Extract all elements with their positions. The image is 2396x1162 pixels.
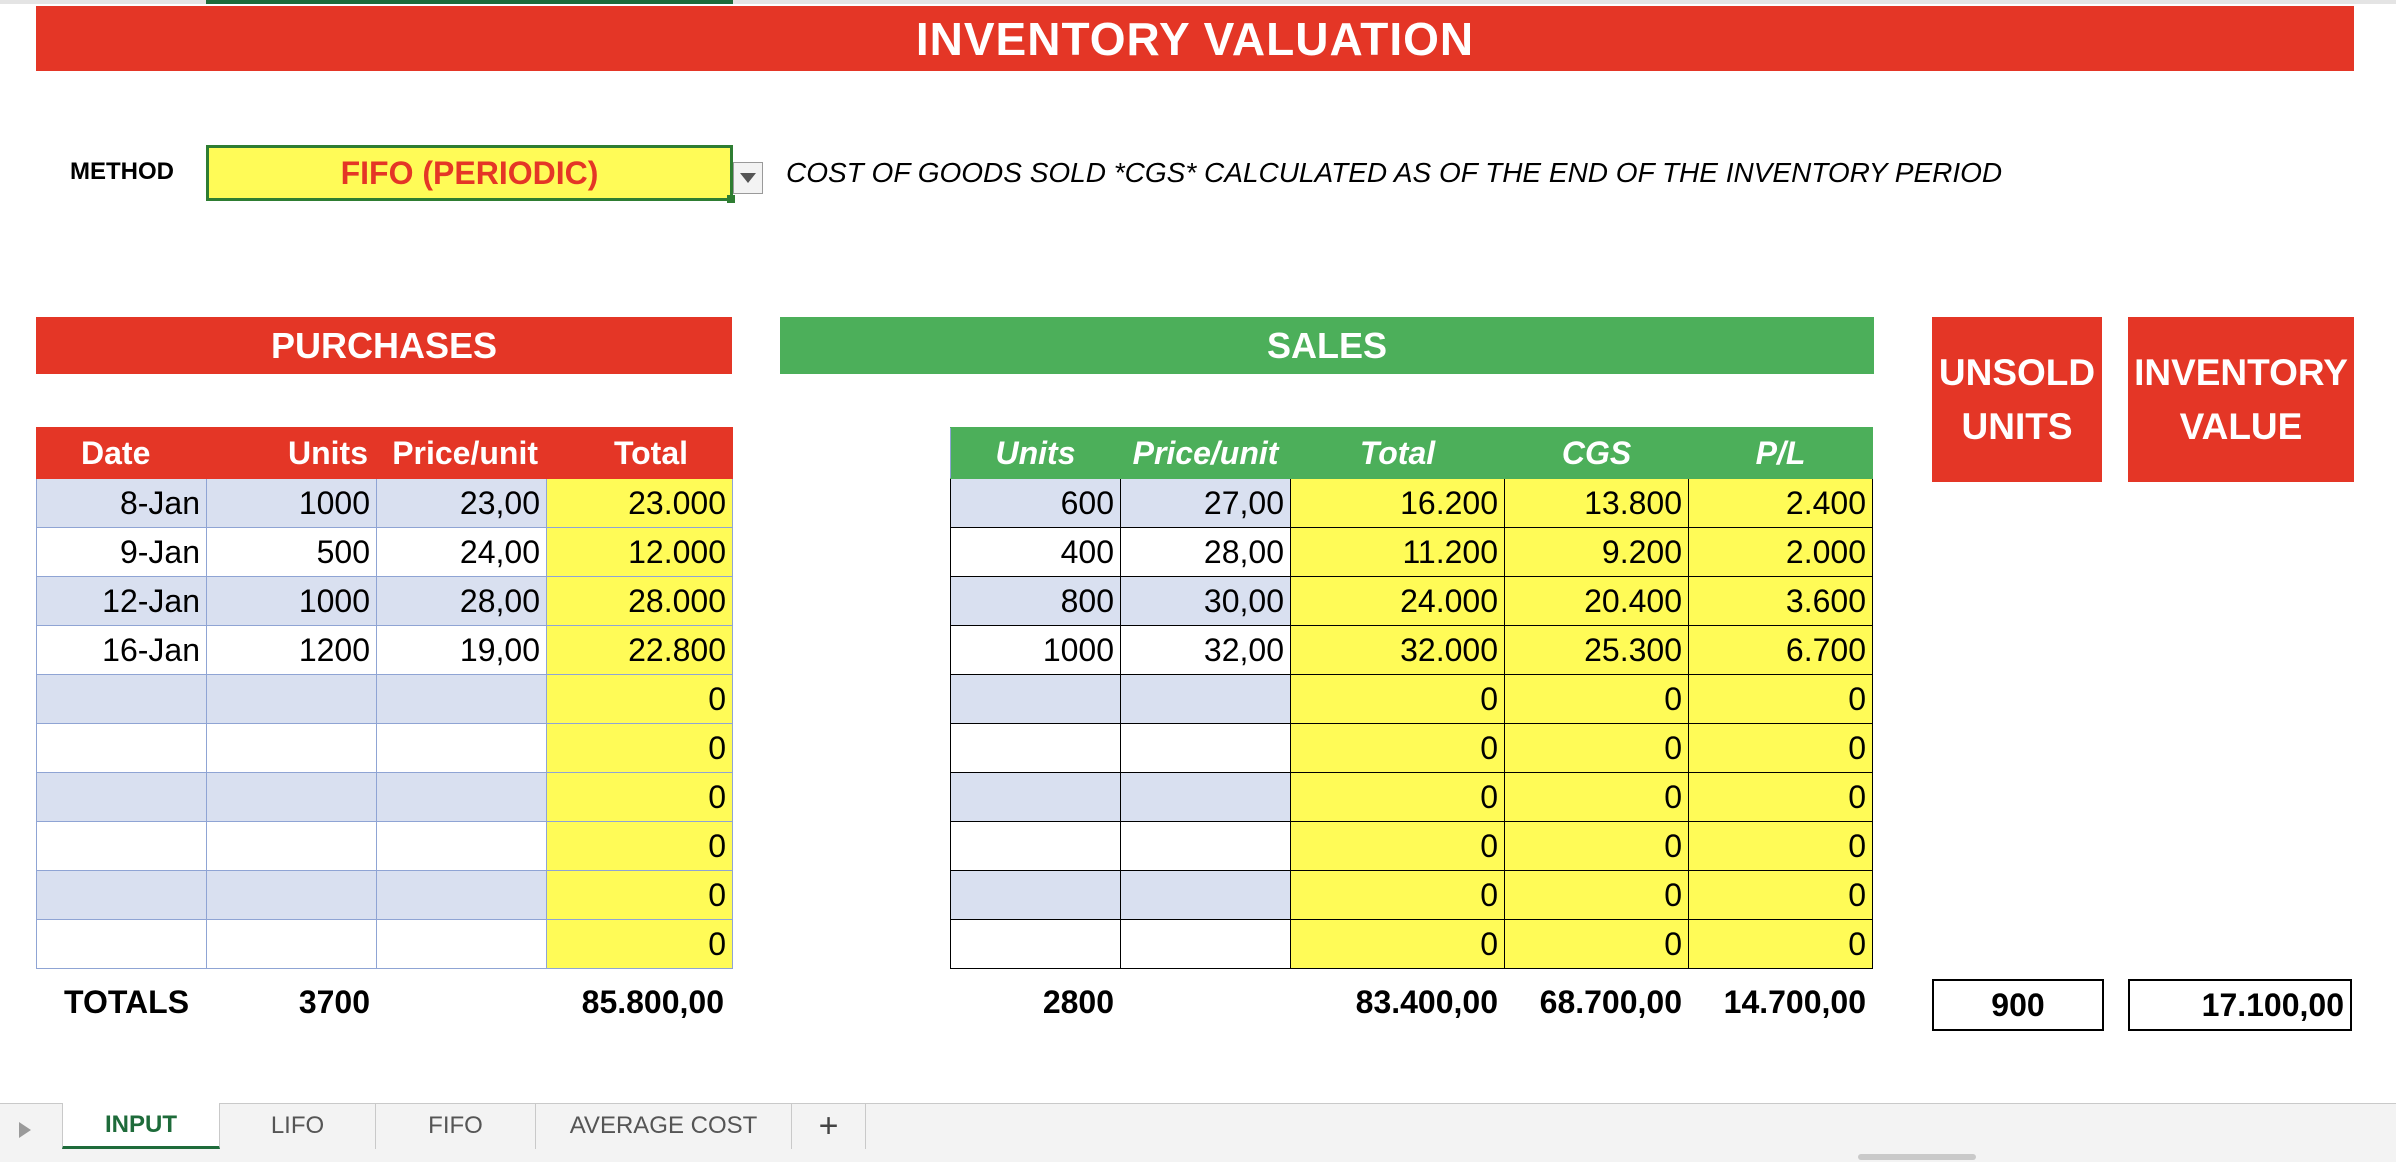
unsold-heading-line1: UNSOLD (1938, 351, 2096, 393)
method-select-cell[interactable]: FIFO (PERIODIC) (206, 145, 733, 201)
tab-fifo[interactable]: FIFO (376, 1103, 536, 1149)
sale-price-cell[interactable]: 30,00 (1121, 577, 1291, 626)
sale-cgs-cell[interactable]: 20.400 (1505, 577, 1689, 626)
table-row (951, 675, 1873, 724)
sale-total-cell[interactable]: 0 (1291, 724, 1505, 773)
sale-units-cell[interactable]: 400 (951, 528, 1121, 577)
sale-price-cell[interactable]: 32,00 (1121, 626, 1291, 675)
unsold-units-value[interactable]: 900 (1932, 979, 2104, 1031)
sale-units-cell[interactable] (951, 675, 1121, 724)
page-title: INVENTORY VALUATION (36, 6, 2354, 71)
sales-table (950, 427, 1873, 969)
table-row (37, 675, 733, 724)
purchase-units-cell[interactable] (207, 773, 377, 822)
purchase-total-cell[interactable]: 22.800 (547, 626, 733, 675)
table-row (951, 626, 1873, 675)
sale-total-cell[interactable]: 0 (1291, 675, 1505, 724)
fill-handle[interactable] (727, 195, 735, 203)
purchase-price-cell[interactable] (377, 871, 547, 920)
purchase-date-cell[interactable]: 8-Jan (37, 479, 207, 528)
purchase-total-cell[interactable]: 0 (547, 822, 733, 871)
play-right-icon (18, 1121, 32, 1139)
table-row (951, 724, 1873, 773)
sale-price-cell[interactable] (1121, 822, 1291, 871)
purchase-total-cell[interactable]: 0 (547, 920, 733, 969)
sale-pl-cell[interactable]: 0 (1689, 773, 1873, 822)
sales-col-cgs: CGS (1505, 428, 1689, 479)
sale-total-cell[interactable]: 16.200 (1291, 479, 1505, 528)
purchases-col-total: Total (547, 428, 733, 479)
purchase-date-cell[interactable]: 16-Jan (37, 626, 207, 675)
table-row (37, 871, 733, 920)
sale-price-cell[interactable]: 27,00 (1121, 479, 1291, 528)
sale-pl-cell[interactable]: 0 (1689, 724, 1873, 773)
sale-units-cell[interactable] (951, 920, 1121, 969)
method-description: COST OF GOODS SOLD *CGS* CALCULATED AS OF THE END OF THE INVENTORY PERIOD (786, 157, 2003, 188)
purchase-date-cell[interactable] (37, 675, 207, 724)
sale-cgs-cell[interactable]: 25.300 (1505, 626, 1689, 675)
sales-total-pl: 14.700,00 (1723, 984, 1866, 1020)
horizontal-scrollbar[interactable] (1858, 1154, 1976, 1160)
purchases-header-row (37, 428, 733, 479)
sale-cgs-cell[interactable]: 9.200 (1505, 528, 1689, 577)
inventory-value-heading (2128, 317, 2354, 482)
sale-cgs-cell[interactable]: 0 (1505, 724, 1689, 773)
purchase-price-cell[interactable]: 24,00 (377, 528, 547, 577)
tab-input[interactable]: INPUT (62, 1103, 220, 1149)
purchase-date-cell[interactable] (37, 724, 207, 773)
sale-cgs-cell[interactable]: 0 (1505, 920, 1689, 969)
tab-lifo[interactable]: LIFO (220, 1103, 376, 1149)
sale-total-cell[interactable]: 32.000 (1291, 626, 1505, 675)
purchase-total-cell[interactable]: 0 (547, 773, 733, 822)
method-dropdown-button[interactable] (733, 162, 763, 194)
purchase-total-cell[interactable]: 23.000 (547, 479, 733, 528)
purchase-units-cell[interactable]: 1200 (207, 626, 377, 675)
sale-pl-cell[interactable]: 0 (1689, 822, 1873, 871)
tab-average-cost[interactable]: AVERAGE COST (536, 1103, 792, 1149)
purchase-units-cell[interactable]: 1000 (207, 577, 377, 626)
sale-units-cell[interactable] (951, 773, 1121, 822)
purchase-date-cell[interactable]: 9-Jan (37, 528, 207, 577)
table-row (37, 528, 733, 577)
sale-units-cell[interactable] (951, 822, 1121, 871)
sales-heading: SALES (780, 317, 1874, 374)
purchase-units-cell[interactable] (207, 871, 377, 920)
purchase-price-cell[interactable] (377, 822, 547, 871)
sale-pl-cell[interactable]: 2.400 (1689, 479, 1873, 528)
purchase-total-cell[interactable]: 12.000 (547, 528, 733, 577)
sale-price-cell[interactable] (1121, 773, 1291, 822)
inventory-heading-line2: VALUE (2179, 405, 2303, 447)
purchase-price-cell[interactable] (377, 724, 547, 773)
purchases-col-units: Units (207, 428, 377, 479)
sale-units-cell[interactable] (951, 871, 1121, 920)
purchase-price-cell[interactable]: 23,00 (377, 479, 547, 528)
sale-units-cell[interactable]: 1000 (951, 626, 1121, 675)
sale-total-cell[interactable]: 0 (1291, 773, 1505, 822)
table-row (37, 773, 733, 822)
sale-pl-cell[interactable]: 3.600 (1689, 577, 1873, 626)
table-row (37, 626, 733, 675)
sale-cgs-cell[interactable]: 0 (1505, 871, 1689, 920)
sale-total-cell[interactable]: 11.200 (1291, 528, 1505, 577)
purchase-total-cell[interactable]: 28.000 (547, 577, 733, 626)
sale-pl-cell[interactable]: 0 (1689, 920, 1873, 969)
purchase-date-cell[interactable]: 12-Jan (37, 577, 207, 626)
sales-col-pl: P/L (1689, 428, 1873, 479)
sale-price-cell[interactable] (1121, 724, 1291, 773)
sheet-nav-button[interactable] (10, 1115, 40, 1145)
purchase-units-cell[interactable] (207, 822, 377, 871)
purchase-price-cell[interactable]: 19,00 (377, 626, 547, 675)
sale-pl-cell[interactable]: 0 (1689, 675, 1873, 724)
purchase-price-cell[interactable] (377, 920, 547, 969)
sales-total-cgs: 68.700,00 (1539, 984, 1682, 1020)
sale-total-cell[interactable]: 24.000 (1291, 577, 1505, 626)
sale-pl-cell[interactable]: 2.000 (1689, 528, 1873, 577)
inventory-heading-line1: INVENTORY (2134, 351, 2348, 393)
sale-units-cell[interactable]: 600 (951, 479, 1121, 528)
sale-units-cell[interactable] (951, 724, 1121, 773)
sale-units-cell[interactable]: 800 (951, 577, 1121, 626)
sale-cgs-cell[interactable]: 0 (1505, 822, 1689, 871)
purchase-price-cell[interactable]: 28,00 (377, 577, 547, 626)
purchase-date-cell[interactable] (37, 920, 207, 969)
selected-column-indicator (206, 0, 733, 4)
sale-total-cell[interactable]: 0 (1291, 822, 1505, 871)
purchases-heading: PURCHASES (36, 317, 732, 374)
purchases-total-units: 3700 (298, 984, 370, 1020)
sale-price-cell[interactable] (1121, 920, 1291, 969)
table-row (951, 920, 1873, 969)
purchases-table (36, 427, 733, 969)
sales-col-units: Units (951, 428, 1121, 479)
table-row (951, 871, 1873, 920)
chevron-down-icon (739, 172, 757, 184)
table-row (37, 479, 733, 528)
table-row (951, 577, 1873, 626)
sale-pl-cell[interactable]: 0 (1689, 871, 1873, 920)
table-row (951, 528, 1873, 577)
purchase-total-cell[interactable]: 0 (547, 871, 733, 920)
sales-header-row (951, 428, 1873, 479)
sales-total-units: 2800 (1042, 984, 1114, 1020)
purchase-units-cell[interactable] (207, 675, 377, 724)
method-label: METHOD (70, 158, 174, 185)
purchase-price-cell[interactable] (377, 773, 547, 822)
totals-label: TOTALS (64, 984, 190, 1020)
sale-cgs-cell[interactable]: 0 (1505, 773, 1689, 822)
table-row (37, 822, 733, 871)
purchase-price-cell[interactable] (377, 675, 547, 724)
sale-cgs-cell[interactable]: 13.800 (1505, 479, 1689, 528)
purchase-units-cell[interactable] (207, 724, 377, 773)
purchase-total-cell[interactable]: 0 (547, 724, 733, 773)
purchases-col-date: Date (37, 428, 207, 479)
purchases-total-value: 85.800,00 (581, 984, 724, 1020)
purchase-date-cell[interactable] (37, 871, 207, 920)
sales-col-price: Price/unit (1121, 428, 1291, 479)
sale-total-cell[interactable]: 0 (1291, 920, 1505, 969)
purchase-units-cell[interactable] (207, 920, 377, 969)
sale-cgs-cell[interactable]: 0 (1505, 675, 1689, 724)
sale-total-cell[interactable]: 0 (1291, 871, 1505, 920)
table-row (951, 773, 1873, 822)
add-sheet-button[interactable] (792, 1103, 866, 1149)
sales-total-sales: 83.400,00 (1355, 984, 1498, 1020)
inventory-value-total[interactable]: 17.100,00 (2128, 979, 2352, 1031)
table-row (37, 724, 733, 773)
plus-icon: + (818, 1106, 839, 1145)
sales-col-total: Total (1291, 428, 1505, 479)
purchase-date-cell[interactable] (37, 773, 207, 822)
unsold-units-heading (1932, 317, 2102, 482)
purchase-units-cell[interactable]: 1000 (207, 479, 377, 528)
table-row (37, 577, 733, 626)
purchase-total-cell[interactable]: 0 (547, 675, 733, 724)
sale-price-cell[interactable]: 28,00 (1121, 528, 1291, 577)
sale-price-cell[interactable] (1121, 871, 1291, 920)
purchase-units-cell[interactable]: 500 (207, 528, 377, 577)
unsold-heading-line2: UNITS (1961, 405, 2073, 447)
table-row (951, 822, 1873, 871)
purchases-col-price: Price/unit (377, 428, 547, 479)
table-row (37, 920, 733, 969)
purchase-date-cell[interactable] (37, 822, 207, 871)
sale-pl-cell[interactable]: 6.700 (1689, 626, 1873, 675)
table-row (951, 479, 1873, 528)
sale-price-cell[interactable] (1121, 675, 1291, 724)
